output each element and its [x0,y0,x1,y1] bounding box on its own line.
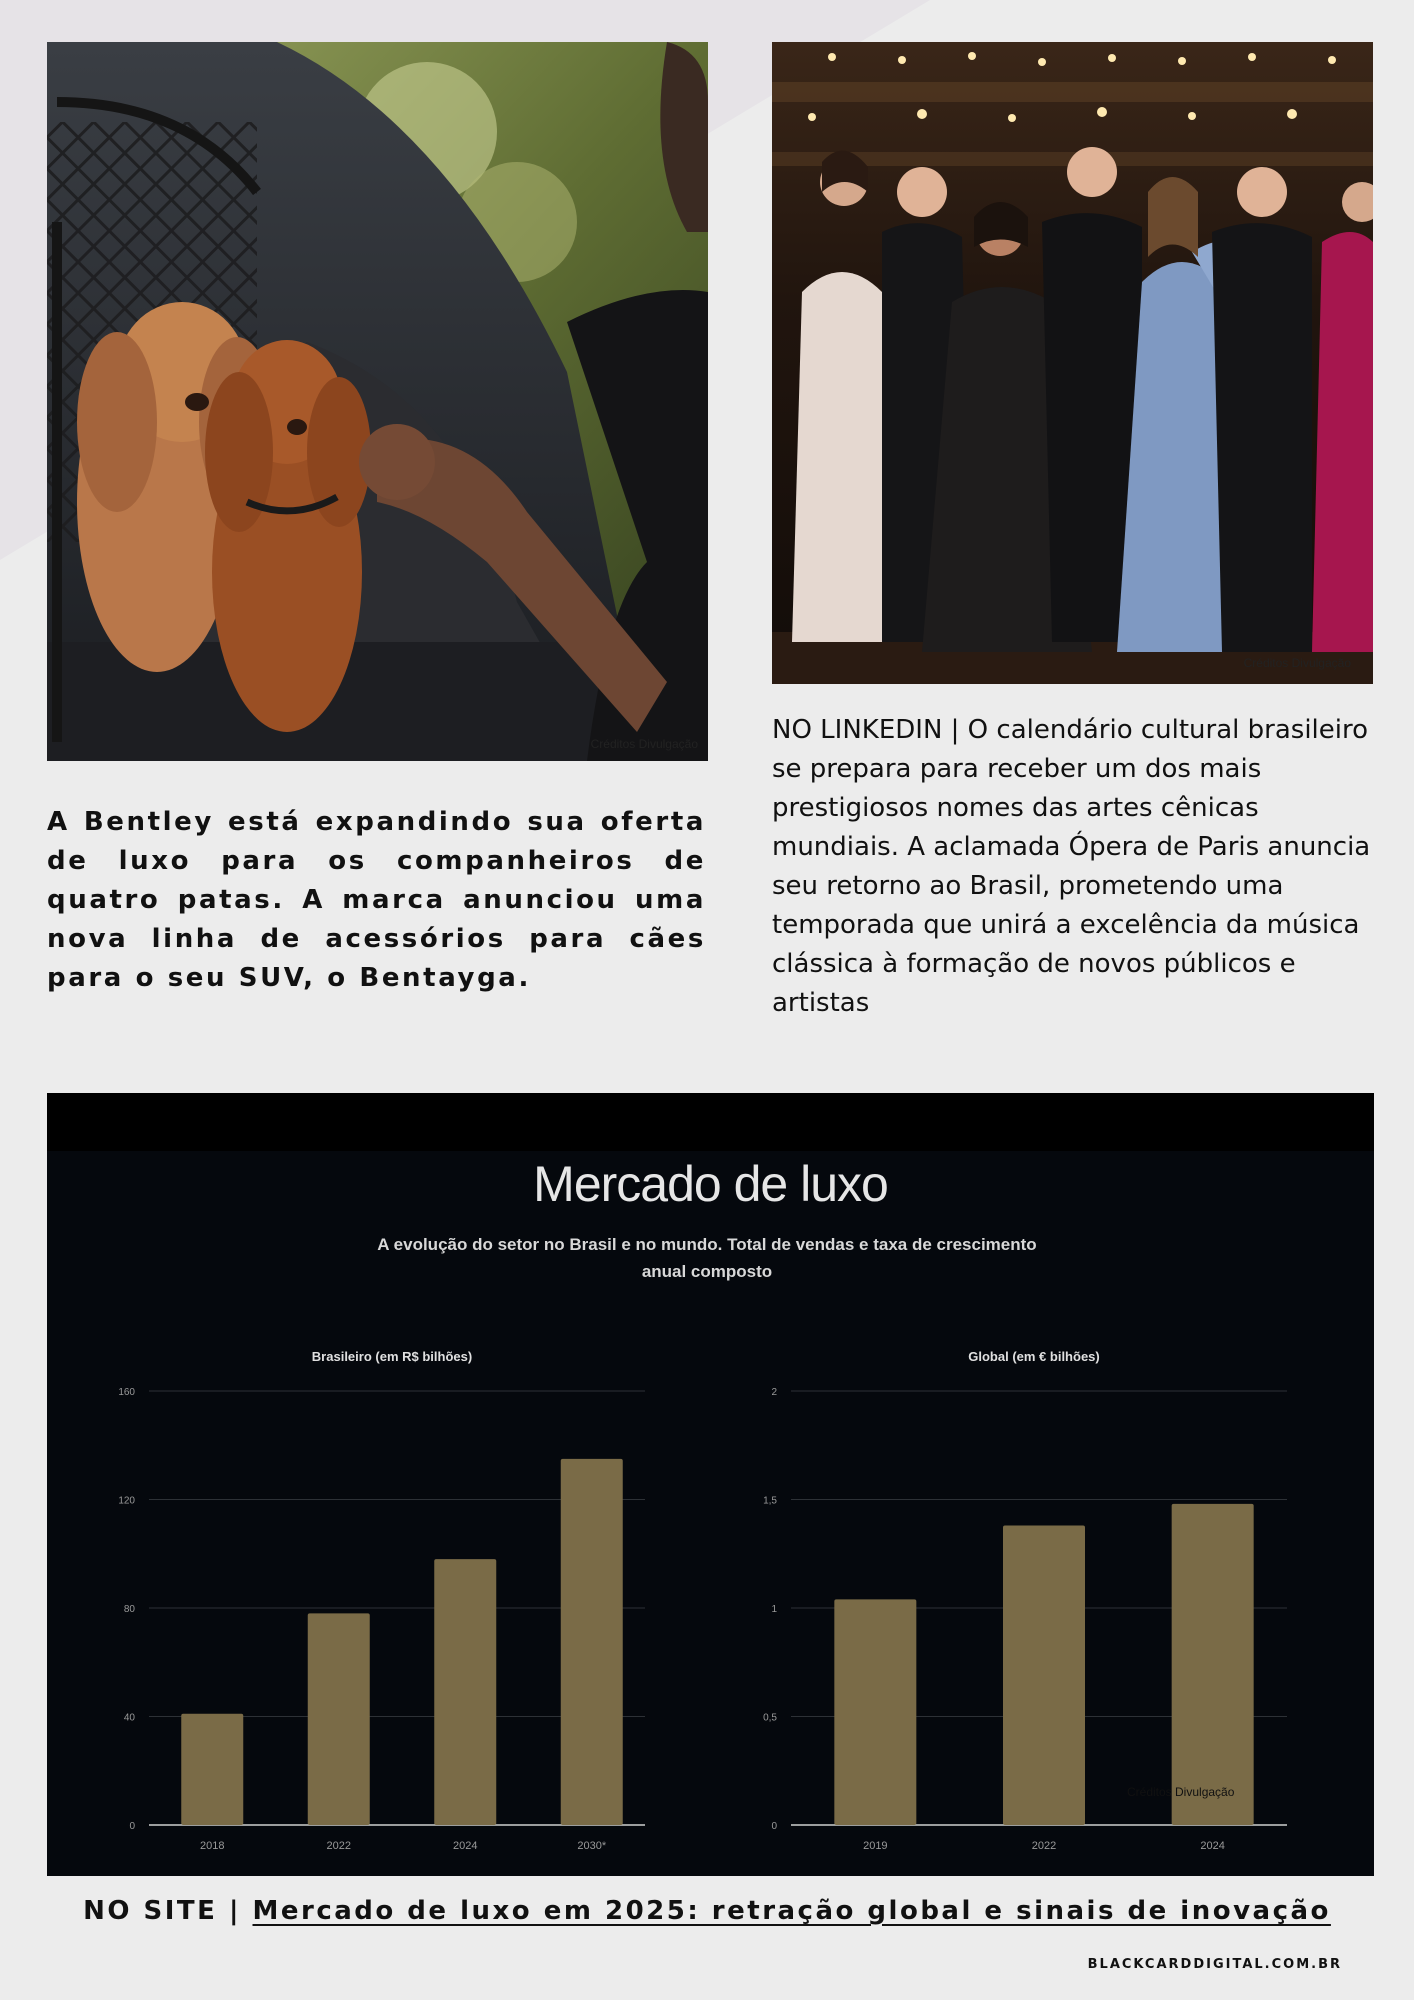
site-article-link[interactable]: Mercado de luxo em 2025: retração global e sinais de inovação [252,1896,1331,1926]
bar-charts [47,1093,1374,1876]
global-ytick-label: 1,5 [763,1495,777,1507]
luxury-market-chart-image [47,1093,1374,1876]
global-bar [1003,1526,1085,1825]
bentley-article-text: A Bentley está expandindo sua oferta de luxo para os companheiros de quatro patas. A marca anunciou uma nova linha de acessórios para cães para o seu SUV, o Bentayga. [47,807,706,993]
brasil-ytick-label: 160 [118,1387,135,1398]
brasil-chart-title: Brasileiro (em R$ bilhões) [311,1349,473,1364]
brasil-bar [308,1613,370,1825]
global-chart-title: Global (em € bilhões) [968,1349,1100,1364]
photo-credit: Créditos Divulgação [590,737,698,751]
brasil-bar [181,1714,243,1825]
site-domain: BLACKCARDDIGITAL.COM.BR [1087,1957,1342,1972]
bentley-dogs-photo [47,42,708,761]
global-ytick-label: 1 [771,1604,777,1615]
brasil-xtick-label: 2018 [200,1840,225,1852]
brasil-bar [434,1559,496,1825]
site-prefix: NO SITE | [83,1896,253,1926]
chart-title: Mercado de luxo [533,1156,888,1212]
chart-credit: Créditos Divulgação [1127,1785,1235,1799]
global-ytick-label: 0 [771,1821,777,1832]
opera-article-text: NO LINKEDIN | O calendário cultural brasileiro se prepara para receber um dos mais prestigiosos nomes das artes cênicas mundiais. A aclamada Ópera de Paris anuncia seu retorno ao Brasil, prometendo uma temporada que unirá a excelência da música clássica à formação de novos públicos e artistas [772,715,1371,1018]
brasil-xtick-label: 2022 [326,1840,351,1852]
brasil-ytick-label: 120 [118,1495,135,1507]
brasil-xtick-label: 2030* [577,1840,607,1852]
brasil-xtick-label: 2024 [453,1840,478,1852]
chart-subtitle: A evolução do setor no Brasil e no mundo. Total de vendas e taxa de crescimento anual composto [377,1235,1037,1281]
photo-credit: Créditos Divulgação [1243,656,1351,670]
global-bar [1172,1504,1254,1825]
global-xtick-label: 2019 [863,1840,888,1852]
global-ytick-label: 2 [771,1387,777,1398]
brasil-ytick-label: 0 [129,1821,135,1832]
global-xtick-label: 2024 [1200,1840,1225,1852]
global-xtick-label: 2022 [1031,1840,1057,1852]
brasil-ytick-label: 80 [123,1604,135,1615]
global-bar [834,1599,916,1825]
global-ytick-label: 0,5 [763,1712,777,1724]
brasil-bar [561,1459,623,1825]
brasil-ytick-label: 40 [123,1712,135,1724]
opera-de-paris-photo [772,42,1373,684]
site-headline [0,1896,1414,1926]
